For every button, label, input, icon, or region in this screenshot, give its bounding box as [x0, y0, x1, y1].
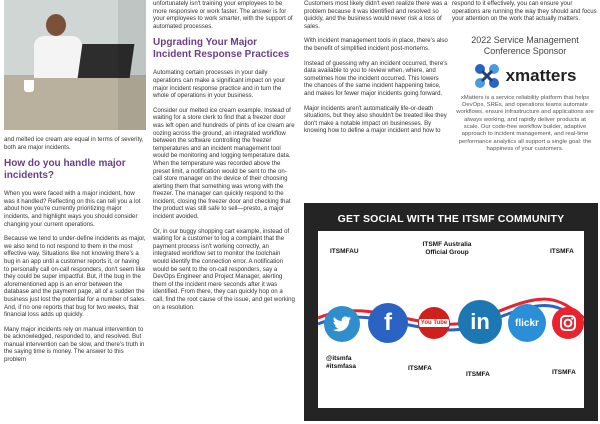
paragraph: When you were faced with a major incident, how was it handled? Reflecting on this can tell you a lot about how you're currently prioritizing major incidents, and highlight ways you should consider changing your current operations.: [4, 190, 141, 228]
paragraph: respond to it effectively, you can ensure your operations are running the way they should and focus your attention on the work that actually matters.: [452, 0, 597, 23]
handle-youtube: ITSMFA: [408, 365, 432, 372]
flickr-icon[interactable]: [508, 304, 546, 342]
paragraph: unfortunately isn't training your employees to be more responsive or work faster. The answer is for your employees to work smarter, with the support of automated processes.: [153, 0, 293, 30]
article-photo: [4, 0, 146, 130]
xmatters-logo[interactable]: [452, 63, 598, 89]
handle-facebook-group: ITSMF Australia Official Group: [422, 241, 472, 256]
sponsor-description: xMatters is a service reliability platform that helps DevOps, SREs, and operations teams automate workflows, ensure infrastructure and applications are always working, and rapidly deliver products at scale. Our code-free workflow builder, adaptive approach to incident management, and real-time performance analytics all support a single goal: the happiness of your customers.: [456, 94, 594, 152]
handle-linkedin: ITSMFA: [466, 371, 490, 378]
paragraph: Major incidents aren't automatically life-or-death situations, but they also shouldn't be treated like they don't make a notable impact on businesses. By knowing how to define a major incident and how to: [304, 104, 447, 135]
paragraph: Or, in our buggy shopping cart example, instead of waiting for a customer to log a complaint that the payment process isn't working correctly, an integrated workflow set to monitor the toolchain would identify the connection error. A notification would be sent to the on-call responders, say a DevOps Engineer and Project Manager, alerting them of the incident mere seconds after it was identified. From there, they can quickly hop on a call, find the root cause of the issue, and get working on a resolution.: [153, 227, 295, 311]
facebook-icon-glyph: f: [384, 309, 392, 336]
paragraph: Because we tend to under-define incidents as major, we also tend to not respond to them in the most effective way. Situations like not knowing there's a bug in an app until a customer reports it, or having to personally call on-call responders, don't seem like they could be super impactful. But, if the bug in the aforementioned app is an error between the database and the payment page, all of a sudden the business just lost the potential for a number of sales. And, if no one reports that bug for two weeks, that financial loss adds up quickly.: [4, 235, 146, 319]
linkedin-icon-glyph: in: [470, 309, 490, 334]
logo-text: xmatters: [505, 65, 577, 85]
facebook-icon[interactable]: [368, 303, 408, 343]
paragraph: With incident management tools in place, there's also the benefit of simplified incident post-mortems.: [304, 37, 448, 52]
paragraph: Many major incidents rely on manual intervention to be acknowledged, responded to, and resolved. But manual intervention can be slow, and there's truth in the saying time is money. The answer to this problem: [4, 325, 145, 364]
paragraph: Automating certain processes in your daily operations can make a significant impact on your major incident response practice and in turn the whole of operations in your business.: [153, 69, 286, 100]
social-banner: [304, 203, 598, 421]
instagram-icon[interactable]: [552, 307, 584, 339]
article-column-2: [153, 0, 295, 318]
linkedin-icon[interactable]: [458, 300, 502, 344]
sponsor-title: 2022 Service Management Conference Sponsor: [471, 34, 579, 56]
handle-instagram-top: ITSMFA: [550, 248, 574, 255]
handle-instagram-bottom: ITSMFA: [552, 369, 576, 376]
paragraph: Consider our melted ice cream example. Instead of waiting for a store clerk to find that a freezer door was left open and hundreds of pints of ice cream are oozing across the ground, an integrated workflow between the software controlling the freezer temperatures and an incident management tool would be monitoring and logging temperature data. When the temperature was recorded above the preset limit, a notification would be sent to the on-call store manager on the device of their choosing alerting them that something was wrong with the freezer. The manager can quickly respond to the incident, closing the freezer door and checking that the product was still safe to sell—presto, a major incident avoided.: [153, 106, 295, 221]
section-heading: Upgrading Your Major Incident Response Practices: [153, 37, 290, 61]
article-column-1: [4, 0, 146, 371]
youtube-icon[interactable]: [418, 307, 450, 339]
xmatters-logo-icon: [474, 63, 500, 89]
section-heading: How do you handle major incidents?: [4, 158, 126, 182]
twitter-icon[interactable]: [324, 306, 360, 342]
article-column-4: [452, 0, 598, 153]
handle-twitter-bottom: @itsmfa #itsmfasa: [326, 355, 356, 370]
paragraph: and melted ice cream are equal in terms of severity, both are major incidents.: [4, 136, 144, 151]
youtube-icon-text: You Tube: [420, 320, 448, 326]
social-banner-title: GET SOCIAL WITH THE ITSMF COMMUNITY: [337, 213, 565, 225]
paragraph: Customers most likely didn't even realize there was a problem because it was identified and resolved so quickly, and the business would never risk a loss of sales.: [304, 0, 448, 30]
handle-twitter-top: ITSMFAU: [330, 248, 359, 255]
flickr-icon-text: flickr: [515, 317, 539, 329]
article-column-3: [304, 0, 448, 142]
paragraph: Instead of guessing why an incident occurred, there's data available to you to review when, where, and sometimes how the incident occurred. This lowers the chances of the same incident happening twice, and makes for fewer major incidents going forward.: [304, 59, 448, 97]
